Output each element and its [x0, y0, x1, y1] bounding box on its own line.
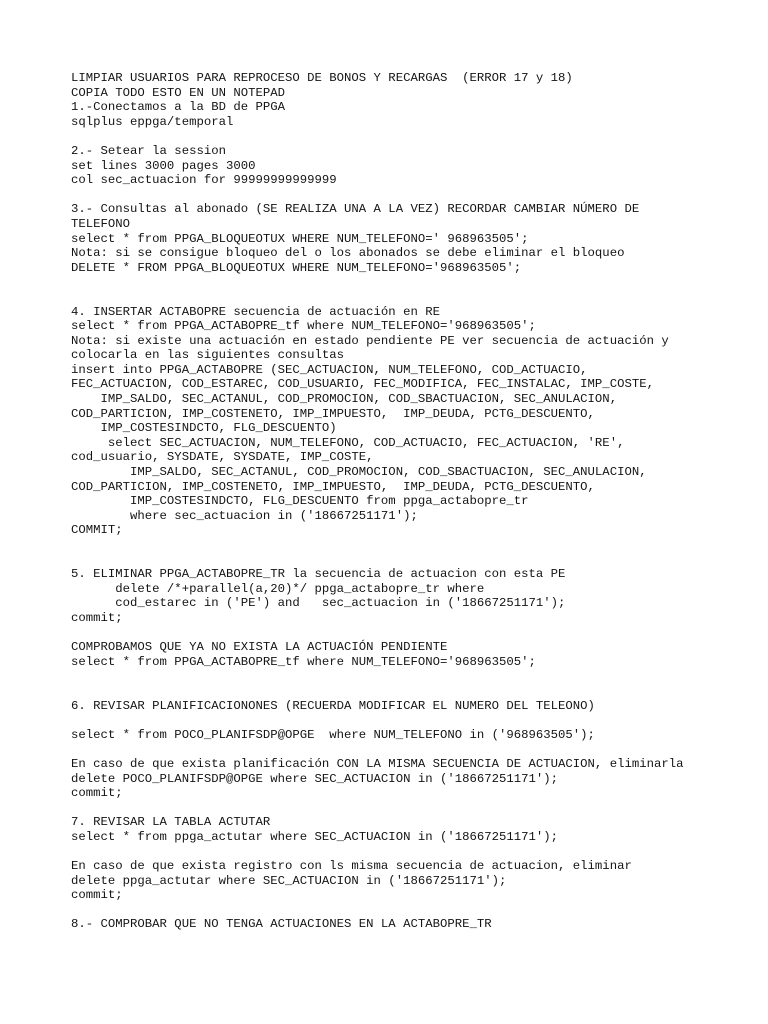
document-line: 5. ELIMINAR PPGA_ACTABOPRE_TR la secuencia de actuacion con esta PE	[71, 567, 566, 582]
document-line: select * from POCO_PLANIFSDP@OPGE where NUM_TELEFONO in ('968963505');	[71, 727, 595, 742]
blank-line	[71, 188, 761, 203]
document-line: 3.- Consultas al abonado (SE REALIZA UNA A LA VEZ) RECORDAR CAMBIAR NÚMERO DE	[71, 202, 640, 217]
document-line: delete POCO_PLANIFSDP@OPGE where SEC_ACTUACION in ('18667251171');	[71, 771, 559, 786]
document-line: set lines 3000 pages 3000	[71, 158, 256, 173]
document-line: COMPROBAMOS QUE YA NO EXISTA LA ACTUACIÓN PENDIENTE	[71, 640, 448, 655]
document-line: select * from ppga_actutar where SEC_ACTUACION in ('18667251171');	[71, 829, 559, 844]
document-line: FEC_ACTUACION, COD_ESTAREC, COD_USUARIO, FEC_MODIFICA, FEC_INSTALAC, IMP_COSTE,	[71, 377, 654, 392]
document-line: 1.-Conectamos a la BD de PPGA	[71, 100, 286, 115]
blank-line	[71, 553, 761, 568]
blank-line	[71, 129, 761, 144]
document-line: delete /*+parallel(a,20)*/ ppga_actabopre_tr where	[71, 581, 485, 596]
document-line: COMMIT;	[71, 523, 123, 538]
document-line: TELEFONO	[71, 216, 131, 231]
document-line: col sec_actuacion for 99999999999999	[71, 173, 337, 188]
document-line: Nota: si se consigue bloqueo del o los abonados se debe eliminar el bloqueo	[71, 246, 625, 261]
document-line: En caso de que exista planificación CON LA MISMA SECUENCIA DE ACTUACION, eliminarla	[71, 756, 684, 771]
document-line: cod_estarec in ('PE') and sec_actuacion in ('18667251171');	[71, 596, 566, 611]
document-line: sqlplus eppga/temporal	[71, 114, 234, 129]
blank-line	[71, 844, 761, 859]
document-line: DELETE * FROM PPGA_BLOQUEOTUX WHERE NUM_TELEFONO='968963505';	[71, 260, 522, 275]
blank-line	[71, 801, 761, 816]
blank-line	[71, 290, 761, 305]
document-line: 6. REVISAR PLANIFICACIONONES (RECUERDA MODIFICAR EL NUMERO DEL TELEONO)	[71, 698, 595, 713]
blank-line	[71, 275, 761, 290]
document-line: COD_PARTICION, IMP_COSTENETO, IMP_IMPUESTO, IMP_DEUDA, PCTG_DESCUENTO,	[71, 406, 595, 421]
document-line: 7. REVISAR LA TABLA ACTUTAR	[71, 815, 271, 830]
document-line: commit;	[71, 786, 123, 801]
blank-line	[71, 538, 761, 553]
document-line: select SEC_ACTUACION, NUM_TELEFONO, COD_ACTUACIO, FEC_ACTUACION, 'RE',	[71, 435, 625, 450]
document-line: IMP_SALDO, SEC_ACTANUL, COD_PROMOCION, COD_SBACTUACION, SEC_ANULACION,	[71, 392, 618, 407]
document-line: select * from PPGA_ACTABOPRE_tf where NUM_TELEFONO='968963505';	[71, 319, 536, 334]
document-line: select * from PPGA_ACTABOPRE_tf where NUM_TELEFONO='968963505';	[71, 654, 536, 669]
document-line: Nota: si existe una actuación en estado pendiente PE ver secuencia de actuación y	[71, 333, 669, 348]
document-line: colocarla en las siguientes consultas	[71, 348, 345, 363]
blank-line	[71, 742, 761, 757]
document-line: delete ppga_actutar where SEC_ACTUACION in ('18667251171');	[71, 873, 507, 888]
blank-line	[71, 684, 761, 699]
document-body	[71, 71, 761, 932]
document-line: COD_PARTICION, IMP_COSTENETO, IMP_IMPUESTO, IMP_DEUDA, PCTG_DESCUENTO,	[71, 479, 595, 494]
document-line: cod_usuario, SYSDATE, SYSDATE, IMP_COSTE,	[71, 450, 374, 465]
document-line: IMP_SALDO, SEC_ACTANUL, COD_PROMOCION, COD_SBACTUACION, SEC_ANULACION,	[71, 465, 647, 480]
blank-line	[71, 903, 761, 918]
blank-line	[71, 669, 761, 684]
document-line: LIMPIAR USUARIOS PARA REPROCESO DE BONOS Y RECARGAS (ERROR 17 y 18)	[71, 71, 573, 85]
document-line: where sec_actuacion in ('18667251171');	[71, 508, 418, 523]
document-line: commit;	[71, 888, 123, 903]
document-line: select * from PPGA_BLOQUEOTUX WHERE NUM_TELEFONO=' 968963505';	[71, 231, 529, 246]
document-line: insert into PPGA_ACTABOPRE (SEC_ACTUACION, NUM_TELEFONO, COD_ACTUACIO,	[71, 362, 588, 377]
document-line: COPIA TODO ESTO EN UN NOTEPAD	[71, 85, 286, 100]
document-line: En caso de que exista registro con ls misma secuencia de actuacion, eliminar	[71, 859, 632, 874]
document-line: 2.- Setear la session	[71, 143, 226, 158]
document-line: commit;	[71, 610, 123, 625]
document-line: 4. INSERTAR ACTABOPRE secuencia de actuación en RE	[71, 304, 440, 319]
blank-line	[71, 626, 761, 641]
document-line: 8.- COMPROBAR QUE NO TENGA ACTUACIONES EN LA ACTABOPRE_TR	[71, 917, 492, 932]
document-line: IMP_COSTESINDCTO, FLG_DESCUENTO from ppga_actabopre_tr	[71, 494, 529, 509]
document-line: IMP_COSTESINDCTO, FLG_DESCUENTO)	[71, 421, 337, 436]
blank-line	[71, 713, 761, 728]
